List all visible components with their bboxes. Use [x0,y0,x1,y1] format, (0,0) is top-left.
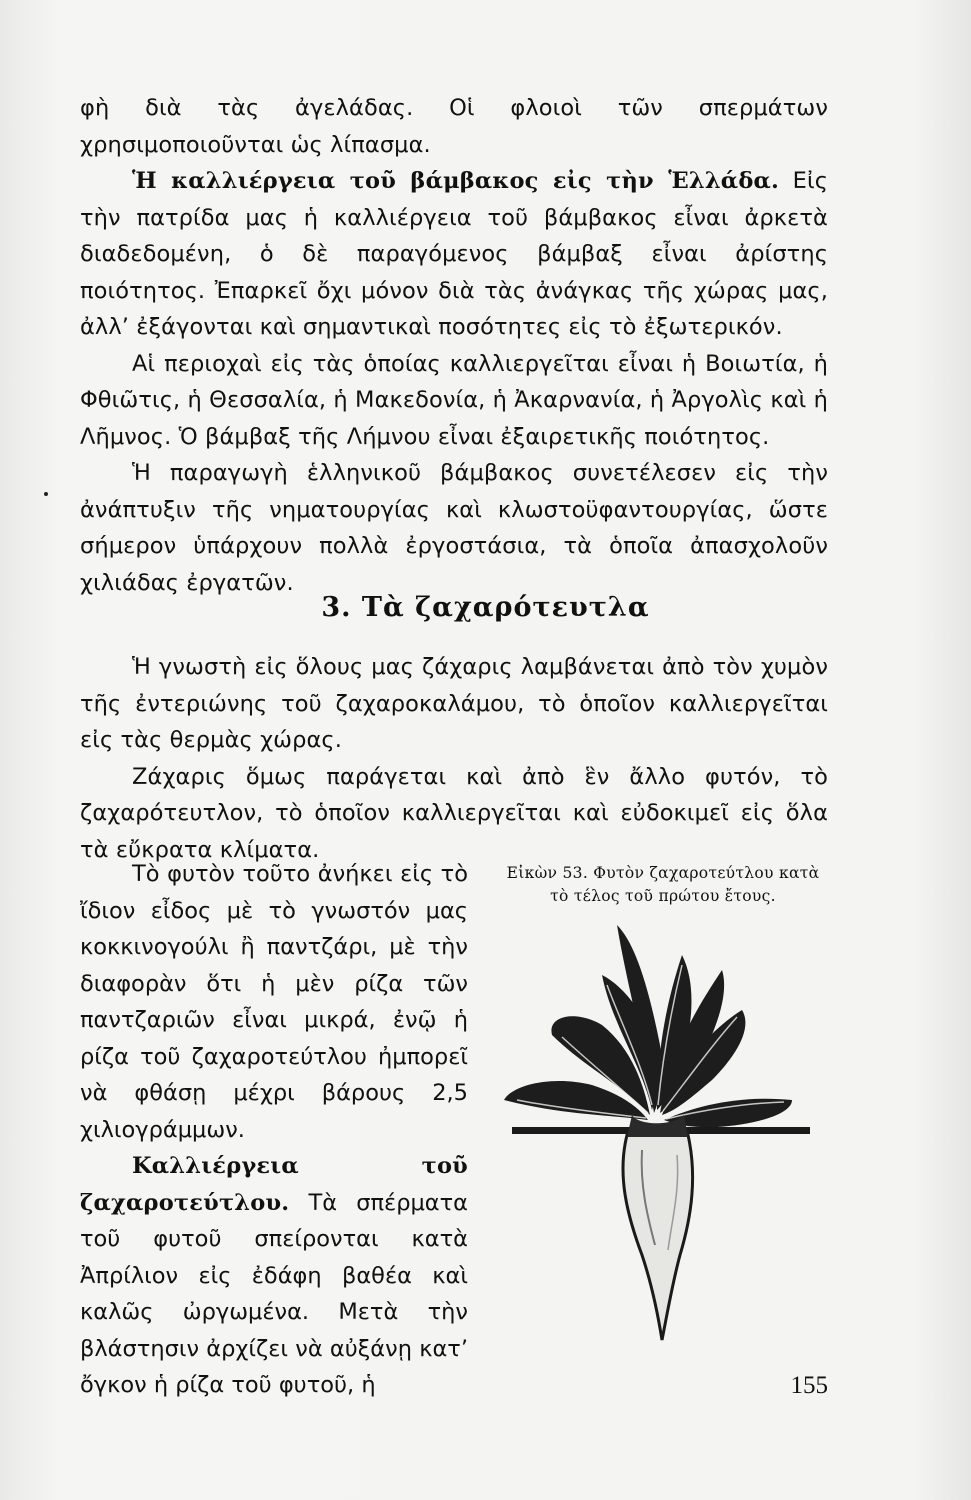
sugar-beet-intro-block [80,649,828,868]
beet-root [623,1135,693,1340]
paragraph-sugar-cane: Ἡ γνωστὴ εἰς ὅλους μας ζάχαρις λαμβάνεται ἀπὸ τὸν χυμὸν τῆς ἐντεριώνης τοῦ ζαχαροκαλάμου, τὸ ὁποῖον καλλιεργεῖται εἰς τὰς θερμὰς χώρας. [80,654,828,753]
beet-cultivation-text: Τὰ σπέρματα τοῦ φυτοῦ σπείρονται κατὰ Ἀπρίλιον εἰς ἐδάφη βαθέα καὶ καλῶς ὠργωμένα. Μετὰ τὴν βλάστησιν ἀρχίζει νὰ αὐξάνῃ κατ’ ὄγκον ἡ ρίζα τοῦ φυτοῦ, ἡ [80,1189,468,1398]
left-column-text [80,856,468,1404]
paragraph-cotton-greece [80,163,828,346]
print-speck [44,492,48,496]
paragraph-cotton-industry: Ἡ παραγωγὴ ἑλληνικοῦ βάμβακος συνετέλεσεν εἰς τὴν ἀνάπτυξιν τῆς νηματουργίας καὶ κλωστοϋφαντουργίας, ὥστε σήμερον ὑπάρχουν πολλὰ ἐργοστάσια, τὰ ὁποῖα ἀπασχολοῦν χιλιάδας ἐργατῶν. [80,460,828,596]
paragraph-sugar-beet: Ζάχαρις ὅμως παράγεται καὶ ἀπὸ ἓν ἄλλο φυτόν, τὸ ζαχαρότευτλον, τὸ ὁποῖον καλλιεργεῖται καὶ εὐδοκιμεῖ εἰς ὅλα τὰ εὔκρατα κλίματα. [80,763,828,863]
cotton-greece-text: Εἰς τὴν πατρίδα μας ἡ καλλιέργεια τοῦ βάμβακος εἶναι ἀρκετὰ διαδεδομένη, ὁ δὲ παραγόμενος βάμβαξ εἶναι ἀρίστης ποιότητος. Ἐπαρκεῖ ὄχι μόνον διὰ τὰς ἀνάγκας τῆς χώρας μας, ἀλλ’ ἐξάγονται καὶ σημαντικαὶ ποσότητες εἰς τὸ ἐξωτερικόν. [80,168,829,340]
section-heading: 3. Τὰ ζαχαρότευτλα [321,592,650,623]
figure-caption: Εἰκὼν 53. Φυτὸν ζαχαροτεύτλου κατὰ τὸ τέλος τοῦ πρώτου ἔτους. [506,864,820,905]
sugar-beet-illustration [492,915,828,1345]
page-number: 155 [790,1372,828,1399]
paragraph-cotton-uses: φὴ διὰ τὰς ἀγελάδας. Οἱ φλοιοὶ τῶν σπερμάτων χρησιμοποιοῦνται ὡς λίπασμα. [80,95,828,158]
paragraph-beet-cultivation [80,1148,468,1404]
paragraph-cotton-regions: Αἱ περιοχαὶ εἰς τὰς ὁποίας καλλιεργεῖται εἶναι ἡ Βοιωτία, ἡ Φθιῶτις, ἡ Θεσσαλία, ἡ Μακεδονία, ἡ Ἀκαρνανία, ἡ Ἀργολὶς καὶ ἡ Λῆμνος. Ὁ βάμβαξ τῆς Λήμνου εἶναι ἐξαιρετικῆς ποιότητος. [80,350,828,450]
top-text-block [80,90,828,601]
paragraph-beet-species: Τὸ φυτὸν τοῦτο ἀνήκει εἰς τὸ ἴδιον εἶδος μὲ τὸ γνωστόν μας κοκκινογούλι ἢ παντζάρι, μὲ τὴν διαφορὰν ὅτι ἡ μὲν ρίζα τῶν παντζαριῶν εἶναι μικρά, ἐνῷ ἡ ρίζα τοῦ ζαχαροτεύτλου ἠμπορεῖ νὰ φθάσῃ μέχρι βάρους 2,5 χιλιογράμμων. [80,861,468,1143]
beet-leaves [504,925,792,1127]
beet-cultivation-heading: Καλλιέργεια τοῦ ζαχαροτεύτλου. [80,1153,468,1216]
cotton-greece-heading: Ἡ καλλιέργεια τοῦ βάμβακος εἰς τὴν Ἑλλάδα. [132,168,780,194]
